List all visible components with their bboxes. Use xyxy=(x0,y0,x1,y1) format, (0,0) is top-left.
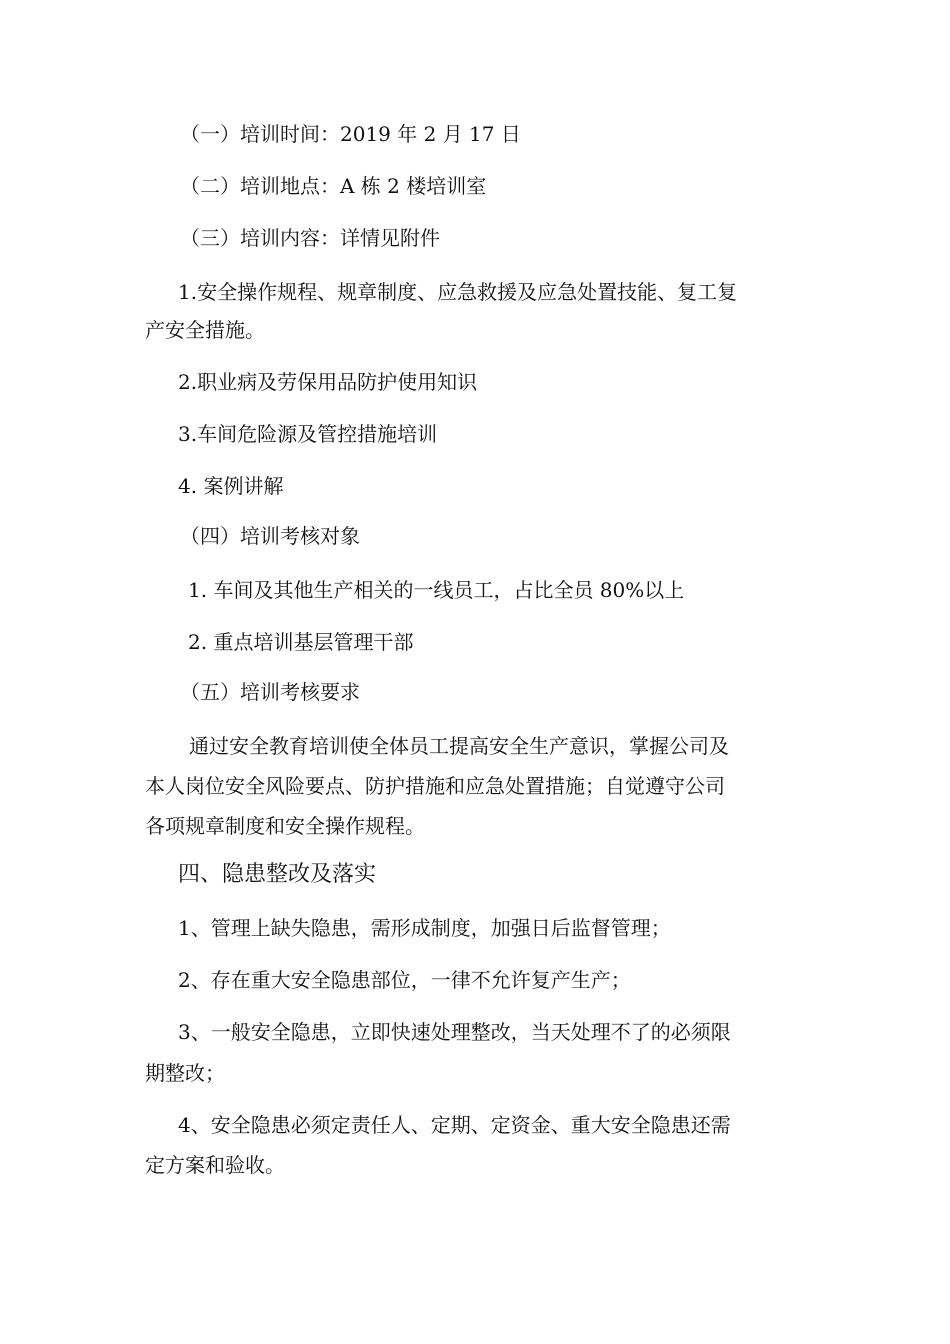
assessment-requirement-heading: （五）培训考核要求 xyxy=(180,680,360,704)
assessment-target-item-1: 1. 车间及其他生产相关的一线员工，占比全员 80%以上 xyxy=(188,578,685,602)
training-time-line: （一）培训时间：2019 年 2 月 17 日 xyxy=(180,122,521,146)
training-location-line: （二）培训地点：A 栋 2 楼培训室 xyxy=(180,174,487,198)
content-item-1-line-1: 1.安全操作规程、规章制度、应急救援及应急处置技能、复工复 xyxy=(178,280,738,304)
assessment-target-item-2: 2. 重点培训基层管理干部 xyxy=(188,630,414,654)
section-four-heading: 四、隐患整改及落实 xyxy=(178,862,377,887)
rectification-item-4-line-2: 定方案和验收。 xyxy=(145,1153,285,1177)
assessment-requirement-line-3: 各项规章制度和安全操作规程。 xyxy=(145,814,425,838)
content-item-1-line-2: 产安全措施。 xyxy=(145,318,265,342)
rectification-item-3-line-2: 期整改； xyxy=(145,1061,225,1085)
assessment-target-heading: （四）培训考核对象 xyxy=(180,524,360,548)
assessment-requirement-line-2: 本人岗位安全风险要点、防护措施和应急处置措施；自觉遵守公司 xyxy=(145,774,725,798)
rectification-item-3-line-1: 3、一般安全隐患，立即快速处理整改，当天处理不了的必须限 xyxy=(178,1020,731,1044)
rectification-item-2: 2、存在重大安全隐患部位，一律不允许复产生产； xyxy=(178,968,631,992)
assessment-requirement-line-1: 通过安全教育培训使全体员工提高安全生产意识，掌握公司及 xyxy=(189,734,729,758)
training-content-line: （三）培训内容：详情见附件 xyxy=(180,226,440,250)
content-item-2: 2.职业病及劳保用品防护使用知识 xyxy=(178,370,478,394)
content-item-4: 4. 案例讲解 xyxy=(178,474,284,498)
rectification-item-1: 1、管理上缺失隐患，需形成制度，加强日后监督管理； xyxy=(178,916,671,940)
content-item-3: 3.车间危险源及管控措施培训 xyxy=(178,422,438,446)
rectification-item-4-line-1: 4、安全隐患必须定责任人、定期、定资金、重大安全隐患还需 xyxy=(178,1113,731,1137)
